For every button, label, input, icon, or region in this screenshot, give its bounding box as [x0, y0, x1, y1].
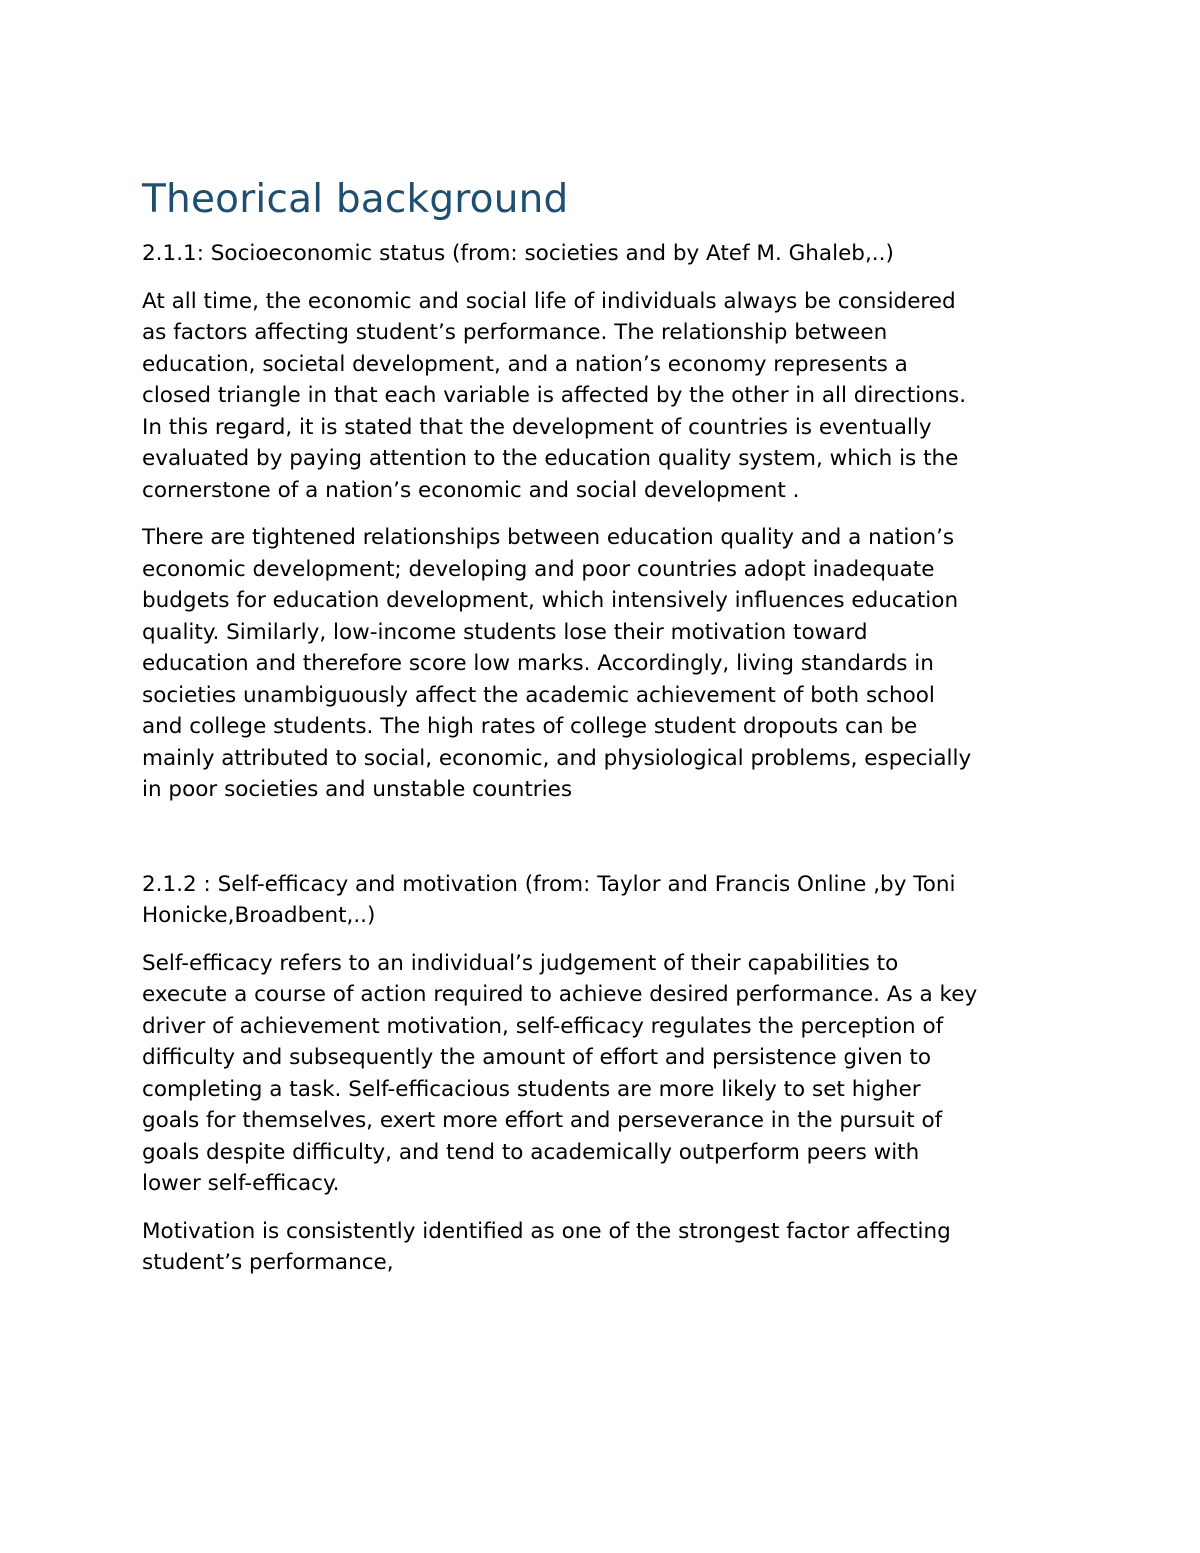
paragraph-line: lower self-efficacy.	[142, 1171, 340, 1196]
section-heading-line: Honicke,Broadbent,..)	[142, 903, 376, 928]
paragraph-line: as factors affecting student’s performance. The relationship between	[142, 320, 888, 345]
paragraph-line: in poor societies and unstable countries	[142, 777, 573, 802]
section-heading-line: 2.1.1: Socioeconomic status (from: societies and by Atef M. Ghaleb,..)	[142, 241, 894, 266]
paragraph-socioeconomic-2	[142, 522, 1070, 806]
paragraph-line: difficulty and subsequently the amount of effort and persistence given to	[142, 1045, 932, 1070]
paragraph-line: In this regard, it is stated that the development of countries is eventually	[142, 414, 932, 440]
paragraph-line: execute a course of action required to achieve desired performance. As a key	[142, 982, 978, 1007]
spacer	[142, 228, 1070, 238]
paragraph-line: Motivation is consistently identified as one of the strongest factor affecting	[142, 1218, 951, 1244]
paragraph-line: societies unambiguously affect the academic achievement of both school	[142, 682, 935, 708]
paragraph-line: Self-efficacy refers to an individual’s judgement of their capabilities to	[142, 950, 899, 976]
paragraph-self-efficacy-1	[142, 948, 1070, 1200]
spacer	[142, 506, 1070, 522]
paragraph-line: quality. Similarly, low-income students lose their motivation toward	[142, 619, 868, 645]
section-heading-self-efficacy	[142, 869, 1070, 932]
paragraph-line: cornerstone of a nation’s economic and social development .	[142, 477, 800, 503]
paragraph-line: and college students. The high rates of college student dropouts can be	[142, 714, 918, 739]
paragraph-line: completing a task. Self-efficacious students are more likely to set higher	[142, 1076, 921, 1102]
spacer	[142, 270, 1070, 286]
paragraph-line: There are tightened relationships between education quality and a nation’s	[142, 525, 955, 550]
paragraph-line: mainly attributed to social, economic, and physiological problems, especially	[142, 745, 972, 771]
document-title: Theorical background	[142, 177, 569, 222]
spacer	[142, 806, 1070, 869]
paragraph-line: goals despite difficulty, and tend to academically outperform peers with	[142, 1139, 920, 1165]
section-heading-line: 2.1.2 : Self-efficacy and motivation (from: Taylor and Francis Online ,by Toni	[142, 871, 956, 897]
paragraph-line: education, societal development, and a nation’s economy represents a	[142, 351, 908, 377]
spacer	[142, 932, 1070, 948]
spacer	[142, 1200, 1070, 1216]
paragraph-motivation	[142, 1216, 1070, 1279]
paragraph-line: student’s performance,	[142, 1250, 394, 1275]
paragraph-line: economic development; developing and poor countries adopt inadequate	[142, 556, 935, 582]
paragraph-line: education and therefore score low marks. Accordingly, living standards in	[142, 651, 934, 676]
paragraph-line: closed triangle in that each variable is affected by the other in all directions.	[142, 383, 967, 408]
paragraph-line: goals for themselves, exert more effort and perseverance in the pursuit of	[142, 1108, 943, 1133]
paragraph-line: budgets for education development, which intensively influences education	[142, 588, 959, 613]
paragraph-line: evaluated by paying attention to the education quality system, which is the	[142, 446, 959, 471]
section-heading-socioeconomic	[142, 238, 1070, 270]
paragraph-line: At all time, the economic and social life of individuals always be considered	[142, 288, 956, 314]
paragraph-line: driver of achievement motivation, self-efficacy regulates the perception of	[142, 1013, 944, 1039]
paragraph-socioeconomic-1	[142, 286, 1070, 507]
